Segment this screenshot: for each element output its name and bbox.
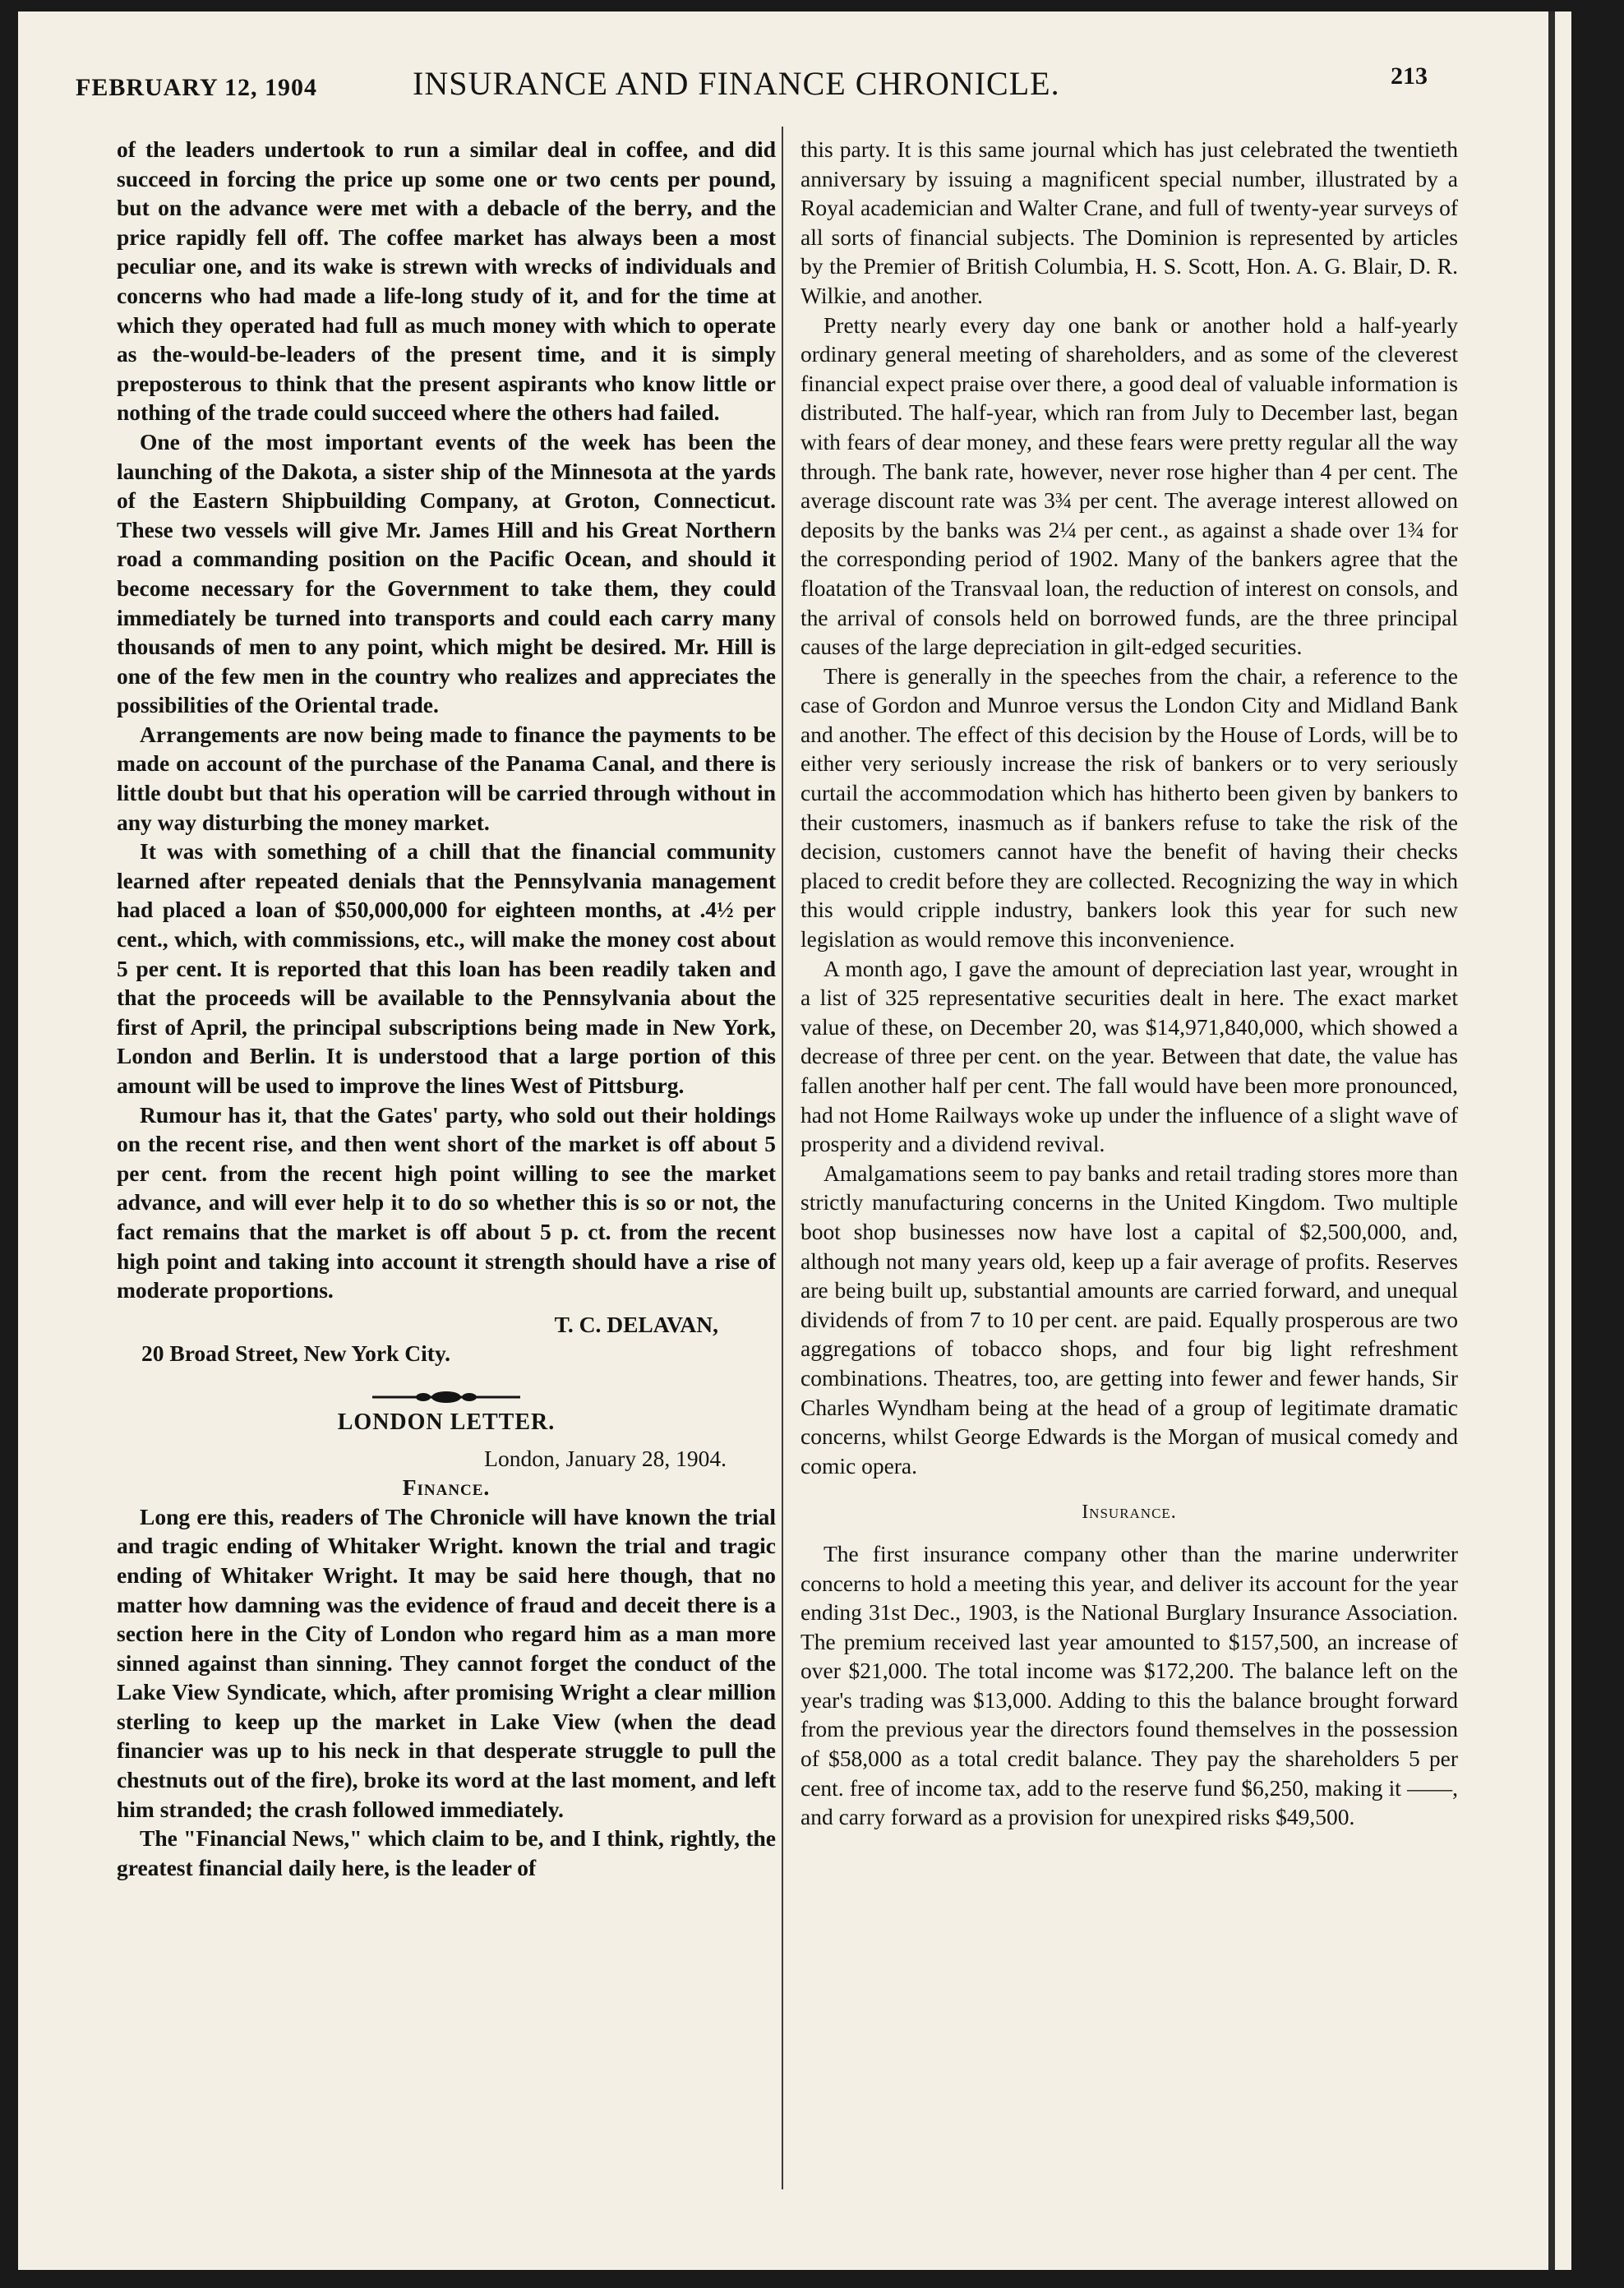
section-title: LONDON LETTER. — [337, 1409, 556, 1435]
article-paragraph: Arrangements are now being made to finance the payments to be made on account of the purchase of the Panama Canal, and there is little doubt but that his operation will be carried through without in any way disturbing the money market. — [117, 721, 776, 835]
author-address: 20 Broad Street, New York City. — [141, 1340, 451, 1367]
article-paragraph: One of the most important events of the week has been the launching of the Dakota, a sister ship of the Minnesota at the yards of the Eastern Shipbuilding Company, at Groton, Connecticut. These two vessels will give Mr. James Hill and his Great Northern road a commanding position on the Pacific Ocean, and should it become necessary for the Government to take them, they could immediately be turned into transports and could each carry many thousands of men to any point, which might be desired. Mr. Hill is one of the few men in the country who realizes and appreciates the possibilities of the Oriental trade. — [117, 428, 776, 718]
subhead-finance: Finance. — [402, 1474, 491, 1501]
article-paragraph: Rumour has it, that the Gates' party, who sold out their holdings on the recent rise, and then went short of the market is off about 5 per cent. from the recent high point willing to see the market advance, and will ever help it to do so whether this is so or not, the fact remains that the market is off about 5 p. ct. from the recent high point and taking into account it strength should have a rise of moderate proportions. — [117, 1101, 776, 1303]
article-paragraph: A month ago, I gave the amount of depreciation last year, wrought in a list of 325 representative securities dealt in here. The exact market value of these, on December 20, was $14,971,840,000, which showed a decrease of three per cent. on the year. Between that date, the value has fallen another half per cent. The fall would have been more pronounced, had not Home Railways woke up under the influence of a slight wave of prosperity and a dividend revival. — [800, 955, 1458, 1157]
author-signature: T. C. DELAVAN, — [554, 1311, 718, 1337]
header-title: INSURANCE AND FINANCE CHRONICLE. — [413, 65, 1060, 102]
article-paragraph: this party. It is this same journal which has just celebrated the twentieth anniversary by issuing a magnificent special number, illustrated by a Royal academician and Walter Crane, and full of twenty-year surveys of all sorts of financial subjects. The Dominion is represented by articles by the Premier of British Columbia, H. S. Scott, Hon. A. G. Blair, D. R. Wilkie, and another. — [800, 136, 1458, 308]
ornament-divider-icon — [117, 1383, 776, 1400]
article-paragraph: There is generally in the speeches from the chair, a reference to the case of Gordon and Munroe versus the London City and Midland Bank and another. The effect of this decision by the House of Lords, will be to either very seriously increase the risk of bankers or to very seriously curtail the accommodation which has hitherto been given by bankers to their customers, inasmuch as if bankers refuse to take the risk of the decision, customers cannot have the benefit of having their checks placed to credit before they are collected. Recognizing the way in which this would cripple industry, bankers look this year for such new legislation as would remove this inconvenience. — [800, 662, 1458, 953]
page-number: 213 — [1391, 62, 1428, 90]
header-date: FEBRUARY 12, 1904 — [76, 74, 318, 101]
left-column — [117, 135, 776, 1882]
column-divider — [782, 127, 783, 2189]
article-paragraph: The first insurance company other than the marine underwriter concerns to hold a meeting this year, and deliver its account for the year ending 31st Dec., 1903, is the National Burglary Insurance Association. The premium received last year amounted to $157,500, an increase of over $21,000. The total income was $172,200. The balance left on the year's trading was $13,000. Adding to this the balance brought forward from the previous year the directors found themselves in the possession of $58,000 as a total credit balance. They pay the shareholders 5 per cent. free of income tax, add to the reserve fund $6,250, making it ——, and carry forward as a provision for unexpired risks $49,500. — [800, 1540, 1458, 1830]
page-header — [76, 54, 1456, 120]
article-paragraph: of the leaders undertook to run a similar deal in coffee, and did succeed in forcing the price up some one or two cents per pound, but on the advance were met with a debacle of the berry, and the price rapidly fell off. The coffee market has always been a most peculiar one, and its wake is strewn with wrecks of individuals and concerns who had made a life-long study of it, and for the time at which they operated had full as much money with which to operate as the-would-be-leaders of the present time, and it is simply preposterous to think that the present aspirants who know little or nothing of the trade could succeed where the others had failed. — [117, 136, 776, 426]
article-paragraph: It was with something of a chill that the financial community learned after repeated denials that the Pennsylvania management had placed a loan of $50,000,000 for eighteen months, at .4½ per cent., which, with commissions, etc., will make the money cost about 5 per cent. It is reported that this loan has been readily taken and that the proceeds will be available to the Pennsylvania about the first of April, the principal subscriptions being made in New York, London and Berlin. It is understood that a large portion of this amount will be used to improve the lines West of Pittsburg. — [117, 838, 776, 1098]
article-paragraph: Pretty nearly every day one bank or another hold a half-yearly ordinary general meeting of shareholders, and as some of the cleverest financial expect praise over there, a good deal of valuable information is distributed. The half-year, which ran from July to December last, began with fears of dear money, and these fears were pretty regular all the way through. The bank rate, however, never rose higher than 4 per cent. The average discount rate was 3¾ per cent. The average interest allowed on deposits by the banks was 2¼ per cent., as against a shade over 1¾ for the corresponding period of 1902. Many of the bankers agree that the floatation of the Transvaal loan, the reduction of interest on consols, and the arrival of consols held on borrowed funds, are the three principal causes of the large depreciation in gilt-edged securities. — [800, 311, 1458, 660]
right-column — [800, 135, 1458, 1832]
article-paragraph: Amalgamations seem to pay banks and retail trading stores more than strictly manufacturing concerns in the United Kingdom. Two multiple boot shop businesses now have lost a capital of $2,500,000, and, although not many years old, keep up a fair average of profits. Reserves are being built up, substantial amounts are carried forward, and unequal dividends of from 7 to 10 per cent. are paid. Equally prosperous are two aggregations of tobacco shops, and four big light refreshment combinations. Theatres, too, are getting into fewer and fewer hands, Sir Charles Wyndham being at the head of a group of legitimate dramatic concerns, whilst George Edwards is the Morgan of musical comedy and comic opera. — [800, 1160, 1458, 1478]
newspaper-page — [18, 12, 1571, 2270]
article-paragraph: Long ere this, readers of The Chronicle will have known the trial and tragic ending of Whitaker Wright. known the trial and tragic ending of Whitaker Wright. It may be said here though, that no matter how damning was the evidence of fraud and deceit there is a section here in the City of London who regard him as a man more sinned against than sinning. They cannot forget the conduct of the Lake View Syndicate, which, after promising Wright a clear million sterling to keep up the market in Lake View (when the dead financier was up to his neck in that desperate struggle to pull the chestnuts out of the fire), broke its word at the last moment, and left him stranded; the crash followed immediately. — [117, 1503, 776, 1822]
subhead-insurance: Insurance. — [1082, 1502, 1177, 1524]
page-binding-edge — [1548, 12, 1555, 2270]
article-paragraph: The "Financial News," which claim to be, and I think, rightly, the greatest financial daily here, is the leader of — [117, 1825, 776, 1880]
dateline: London, January 28, 1904. — [484, 1445, 727, 1471]
